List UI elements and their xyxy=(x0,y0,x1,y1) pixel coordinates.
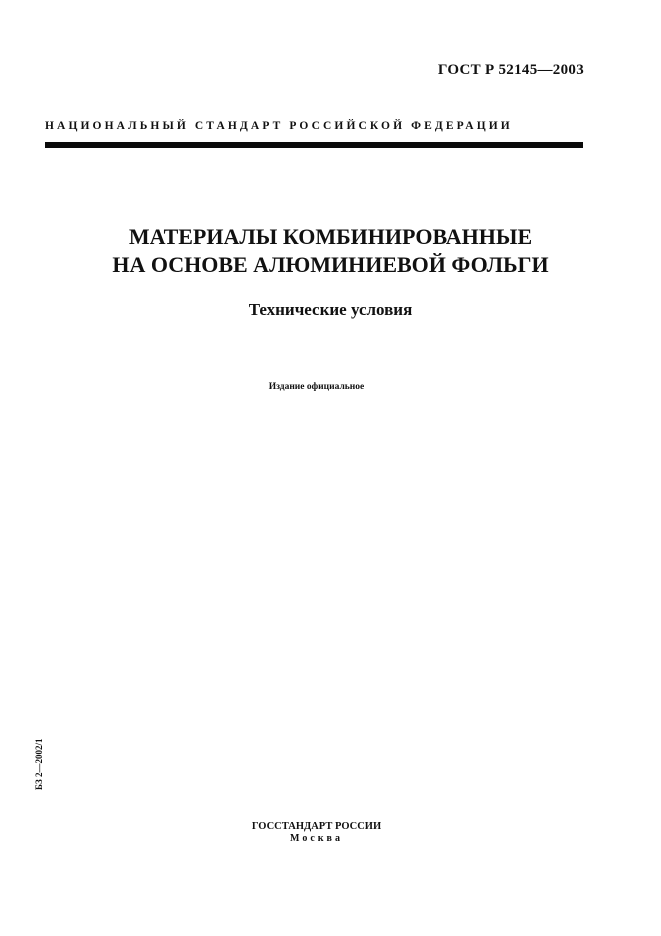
publisher: ГОССТАНДАРТ РОССИИ xyxy=(251,821,382,832)
header-line: НАЦИОНАЛЬНЫЙ СТАНДАРТ РОССИЙСКОЙ ФЕДЕРАЦИИ xyxy=(45,120,513,132)
side-code: БЗ 2—2002/1 xyxy=(34,738,44,790)
header-rule-divider xyxy=(45,142,583,148)
edition-label: Издание официальное xyxy=(268,382,365,392)
title-line-2: НА ОСНОВЕ АЛЮМИНИЕВОЙ ФОЛЬГИ xyxy=(112,252,549,277)
title-line-1: МАТЕРИАЛЫ КОМБИНИРОВАННЫЕ xyxy=(128,224,533,249)
city: Москва xyxy=(290,833,343,844)
subtitle: Технические условия xyxy=(248,300,413,319)
standard-id: ГОСТ Р 52145—2003 xyxy=(437,62,584,78)
